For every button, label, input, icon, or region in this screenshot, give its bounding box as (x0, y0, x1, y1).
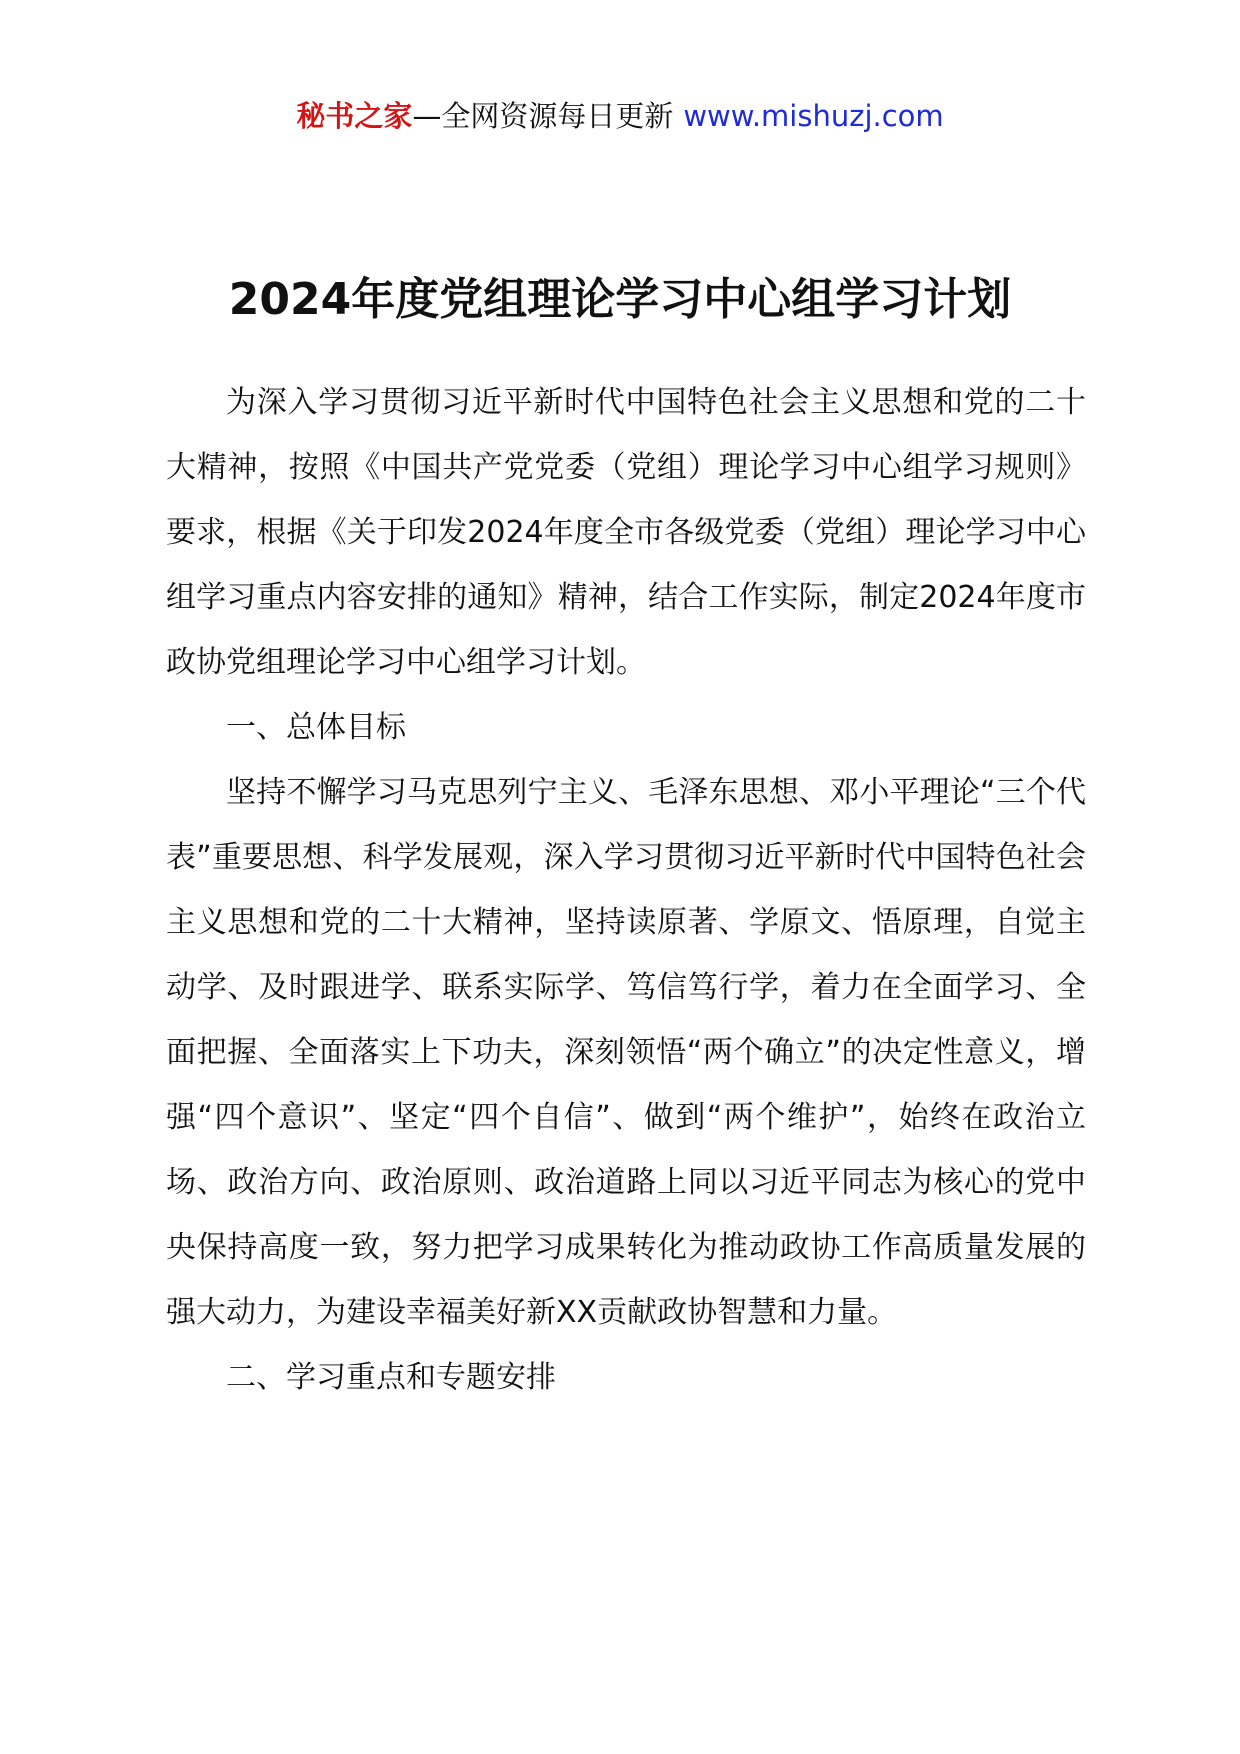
site-url-link[interactable]: www.mishuzj.com (683, 99, 944, 133)
overall-goal-paragraph: 坚持不懈学习马克思列宁主义、毛泽东思想、邓小平理论“三个代表”重要思想、科学发展观，深入学习贯彻习近平新时代中国特色社会主义思想和党的二十大精神，坚持读原著、学原文、悟原理，自觉主动学、及时跟进学、联系实际学、笃信笃行学，着力在全面学习、全面把握、全面落实上下功夫，深刻领悟“两个确立”的决定性意义，增强“四个意识”、坚定“四个自信”、做到“两个维护”，始终在政治立场、政治方向、政治原则、政治道路上同以习近平同志为核心的党中央保持高度一致，努力把学习成果转化为推动政协工作高质量发展的强大动力，为建设幸福美好新XX贡献政协智慧和力量。 (166, 775, 1086, 1330)
intro-paragraph: 为深入学习贯彻习近平新时代中国特色社会主义思想和党的二十大精神，按照《中国共产党党委（党组）理论学习中心组学习规则》要求，根据《关于印发2024年度全市各级党委（党组）理论学习中心组学习重点内容安排的通知》精神，结合工作实际，制定2024年度市政协党组理论学习中心组学习计划。 (166, 385, 1086, 680)
section-heading-study-focus: 二、学习重点和专题安排 (226, 1360, 556, 1395)
document-title: 2024年度党组理论学习中心组学习计划 (228, 274, 1012, 325)
document-body (166, 370, 1086, 1410)
section-heading-overall-goal: 一、总体目标 (226, 710, 406, 745)
brand-name: 秘书之家 (296, 99, 413, 133)
site-header (0, 98, 1240, 134)
header-tagline: —全网资源每日更新 (412, 99, 674, 133)
